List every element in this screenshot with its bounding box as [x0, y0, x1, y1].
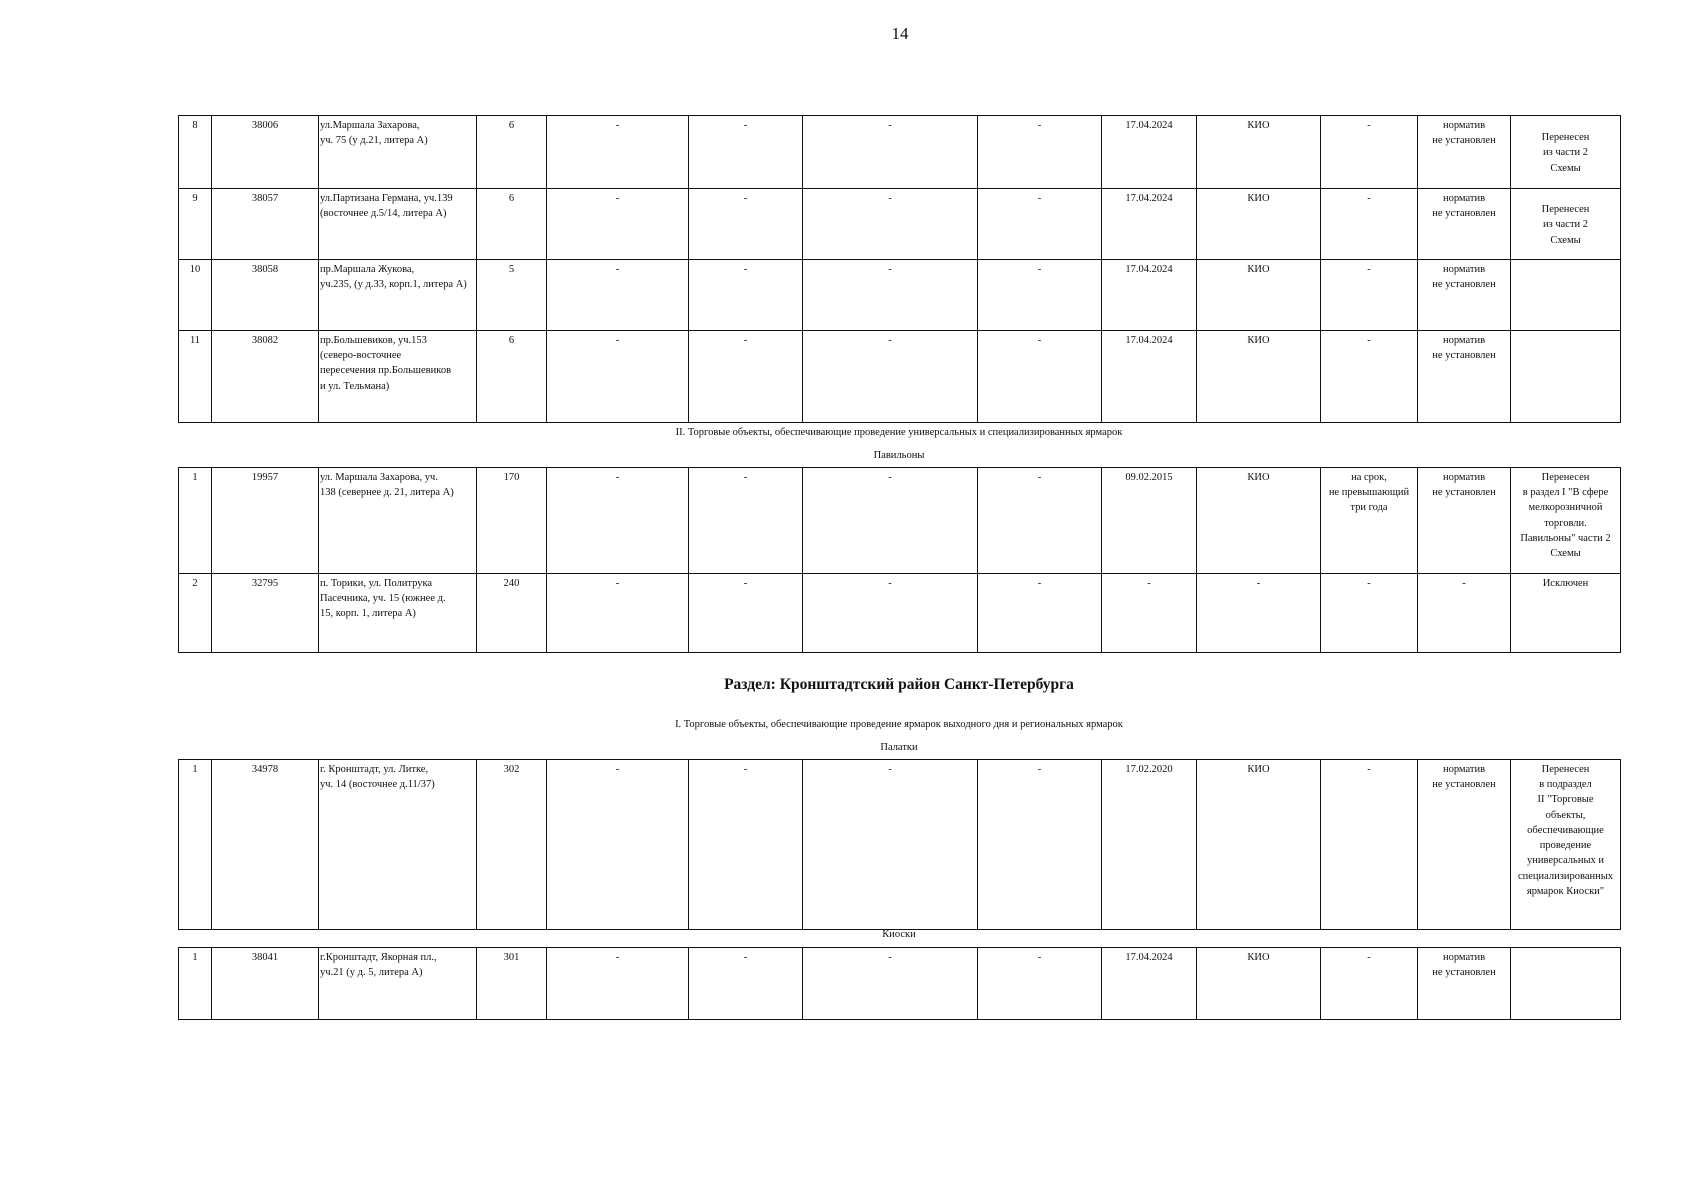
row-number-text: 1	[192, 472, 198, 483]
term-text: -	[1367, 952, 1371, 963]
area-cell	[477, 948, 547, 1020]
norm-text: норматив не установлен	[1432, 120, 1496, 147]
col5-text: -	[615, 578, 620, 589]
col7-cell	[803, 331, 978, 423]
organization-cell	[1197, 116, 1321, 189]
col7-text: -	[888, 472, 892, 483]
object-id-text: 19957	[251, 472, 279, 483]
note-text: Перенесен в подраздел II "Торговые объекты, обеспечивающие проведение универсальных и специализированных ярмарок Киоски"	[1517, 764, 1614, 897]
col7-text: -	[888, 952, 892, 963]
term-text: -	[1367, 764, 1371, 775]
date-text: -	[1147, 578, 1151, 589]
object-id-cell	[212, 331, 319, 423]
object-id-cell	[212, 574, 319, 653]
norm-text: норматив не установлен	[1432, 764, 1496, 791]
table-block-2	[178, 467, 1621, 653]
term-cell	[1321, 116, 1418, 189]
area-cell	[477, 760, 547, 930]
date-text: 17.04.2024	[1125, 264, 1173, 275]
date-text: 17.04.2024	[1125, 193, 1173, 204]
row-number-cell	[179, 116, 212, 189]
col7-cell	[803, 468, 978, 574]
organization-text: -	[1256, 578, 1261, 589]
col7-cell	[803, 948, 978, 1020]
area-text: 302	[503, 764, 520, 775]
norm-cell	[1418, 468, 1511, 574]
col7-cell	[803, 189, 978, 260]
col7-text: -	[888, 120, 892, 131]
col6-cell	[689, 468, 803, 574]
row-number-cell	[179, 189, 212, 260]
date-text: 17.04.2024	[1125, 952, 1173, 963]
col5-text: -	[615, 472, 620, 483]
norm-cell	[1418, 331, 1511, 423]
col6-text: -	[743, 952, 748, 963]
date-text: 17.04.2024	[1125, 120, 1173, 131]
note-cell	[1511, 468, 1621, 574]
organization-cell	[1197, 189, 1321, 260]
row-number-cell	[179, 574, 212, 653]
area-cell	[477, 260, 547, 331]
col7-cell	[803, 116, 978, 189]
term-text: -	[1367, 335, 1371, 346]
note-cell	[1511, 948, 1621, 1020]
table-block-1	[178, 115, 1621, 423]
organization-text: КИО	[1247, 335, 1270, 346]
organization-cell	[1197, 468, 1321, 574]
col6-cell	[689, 260, 803, 331]
object-id-text: 38058	[251, 264, 279, 275]
col6-cell	[689, 948, 803, 1020]
note-text: Перенесен из части 2 Схемы	[1541, 204, 1590, 246]
date-cell	[1102, 948, 1197, 1020]
date-text: 17.02.2020	[1125, 764, 1173, 775]
table-row	[179, 760, 1621, 930]
page-number-text: 14	[891, 24, 909, 43]
organization-cell	[1197, 260, 1321, 331]
organization-text: КИО	[1247, 472, 1270, 483]
norm-text: норматив не установлен	[1432, 193, 1496, 220]
col6-cell	[689, 574, 803, 653]
row-number-cell	[179, 331, 212, 423]
object-id-text: 38057	[251, 193, 279, 204]
address-text: ул. Маршала Захарова, уч. 138 (севернее д. 21, литера А)	[320, 472, 454, 499]
date-cell	[1102, 760, 1197, 930]
address-text: г. Кронштадт, ул. Литке, уч. 14 (восточнее д.11/37)	[320, 764, 435, 791]
col8-text: -	[1037, 264, 1042, 275]
organization-cell	[1197, 331, 1321, 423]
row-number-cell	[179, 760, 212, 930]
organization-text: КИО	[1247, 264, 1270, 275]
table-row	[179, 189, 1621, 260]
object-id-text: 38082	[251, 335, 279, 346]
col7-cell	[803, 260, 978, 331]
col5-cell	[547, 189, 689, 260]
object-id-cell	[212, 760, 319, 930]
term-text: -	[1367, 193, 1371, 204]
object-id-cell	[212, 189, 319, 260]
row-number-text: 8	[192, 120, 198, 131]
address-cell	[319, 574, 477, 653]
date-cell	[1102, 260, 1197, 331]
object-id-cell	[212, 260, 319, 331]
col8-text: -	[1037, 472, 1042, 483]
row-number-text: 11	[189, 335, 201, 346]
row-number-cell	[179, 260, 212, 331]
row-number-text: 1	[192, 764, 198, 775]
col5-text: -	[615, 764, 620, 775]
row-number-text: 1	[192, 952, 198, 963]
norm-text: норматив не установлен	[1432, 264, 1496, 291]
term-cell	[1321, 574, 1418, 653]
norm-cell	[1418, 260, 1511, 331]
area-cell	[477, 468, 547, 574]
col8-cell	[978, 331, 1102, 423]
organization-cell	[1197, 574, 1321, 653]
note-cell	[1511, 574, 1621, 653]
col8-cell	[978, 574, 1102, 653]
col6-cell	[689, 760, 803, 930]
subsection-caption-i: I. Торговые объекты, обеспечивающие проведение ярмарок выходного дня и региональных ярмарок	[675, 719, 1123, 730]
object-id-text: 38041	[251, 952, 279, 963]
col7-text: -	[888, 578, 892, 589]
term-cell	[1321, 260, 1418, 331]
norm-cell	[1418, 189, 1511, 260]
col7-text: -	[888, 335, 892, 346]
date-cell	[1102, 574, 1197, 653]
col5-text: -	[615, 335, 620, 346]
note-text: Перенесен в раздел I "В сфере мелкорозничной торговли. Павильоны" части 2 Схемы	[1520, 472, 1611, 560]
col5-cell	[547, 948, 689, 1020]
col8-text: -	[1037, 193, 1042, 204]
address-text: пр.Большевиков, уч.153 (северо-восточнее пересечения пр.Большевиков и ул. Тельмана)	[320, 335, 452, 392]
area-cell	[477, 189, 547, 260]
col5-cell	[547, 260, 689, 331]
table-row	[179, 948, 1621, 1020]
object-id-cell	[212, 948, 319, 1020]
norm-cell	[1418, 948, 1511, 1020]
organization-text: КИО	[1247, 193, 1270, 204]
object-id-cell	[212, 468, 319, 574]
page-number	[0, 24, 1697, 44]
col6-cell	[689, 331, 803, 423]
col6-cell	[689, 189, 803, 260]
date-text: 17.04.2024	[1125, 335, 1173, 346]
col5-text: -	[615, 952, 620, 963]
organization-text: КИО	[1247, 120, 1270, 131]
col8-text: -	[1037, 952, 1042, 963]
term-cell	[1321, 760, 1418, 930]
col5-cell	[547, 760, 689, 930]
area-cell	[477, 574, 547, 653]
object-id-cell	[212, 116, 319, 189]
col7-text: -	[888, 264, 892, 275]
address-cell	[319, 760, 477, 930]
col8-text: -	[1037, 578, 1042, 589]
note-cell	[1511, 189, 1621, 260]
col8-cell	[978, 189, 1102, 260]
col5-text: -	[615, 193, 620, 204]
norm-cell	[1418, 116, 1511, 189]
organization-text: КИО	[1247, 764, 1270, 775]
object-id-text: 38006	[251, 120, 279, 131]
term-cell	[1321, 189, 1418, 260]
col6-text: -	[743, 764, 748, 775]
col6-text: -	[743, 472, 748, 483]
area-text: 6	[508, 120, 515, 131]
address-cell	[319, 189, 477, 260]
col6-text: -	[743, 120, 748, 131]
col8-cell	[978, 116, 1102, 189]
col8-text: -	[1037, 120, 1042, 131]
term-text: -	[1367, 578, 1371, 589]
col7-cell	[803, 574, 978, 653]
col8-cell	[978, 760, 1102, 930]
norm-text: норматив не установлен	[1432, 472, 1496, 499]
row-number-cell	[179, 468, 212, 574]
col7-text: -	[888, 764, 892, 775]
date-cell	[1102, 331, 1197, 423]
area-cell	[477, 331, 547, 423]
table-row	[179, 260, 1621, 331]
term-cell	[1321, 468, 1418, 574]
address-cell	[319, 331, 477, 423]
norm-cell	[1418, 760, 1511, 930]
col6-text: -	[743, 335, 748, 346]
term-text: -	[1367, 264, 1371, 275]
col8-text: -	[1037, 335, 1042, 346]
note-cell	[1511, 116, 1621, 189]
note-text: Перенесен из части 2 Схемы	[1541, 132, 1590, 174]
area-text: 6	[508, 335, 515, 346]
address-text: ул.Партизана Германа, уч.139 (восточнее д.5/14, литера А)	[320, 193, 453, 220]
col5-cell	[547, 331, 689, 423]
norm-cell	[1418, 574, 1511, 653]
date-cell	[1102, 468, 1197, 574]
col8-cell	[978, 260, 1102, 331]
table-block-3	[178, 759, 1621, 930]
term-text: на срок, не превышающий три года	[1328, 472, 1410, 514]
term-text: -	[1367, 120, 1371, 131]
area-text: 240	[503, 578, 520, 589]
col8-text: -	[1037, 764, 1042, 775]
row-number-text: 2	[192, 578, 198, 589]
table-row	[179, 116, 1621, 189]
date-cell	[1102, 116, 1197, 189]
col5-cell	[547, 574, 689, 653]
table-row	[179, 331, 1621, 423]
address-cell	[319, 468, 477, 574]
row-number-text: 10	[189, 264, 201, 275]
category-caption-kiosks: Киоски	[882, 929, 916, 940]
note-text: Исключен	[1542, 578, 1589, 589]
col6-text: -	[743, 264, 748, 275]
row-number-text: 9	[192, 193, 198, 204]
date-cell	[1102, 189, 1197, 260]
address-text: ул.Маршала Захарова, уч. 75 (у д.21, литера А)	[320, 120, 428, 147]
section-title: Раздел: Кронштадтский район Санкт-Петербурга	[724, 676, 1074, 693]
address-text: г.Кронштадт, Якорная пл., уч.21 (у д. 5, литера А)	[320, 952, 437, 979]
norm-text: норматив не установлен	[1432, 952, 1496, 979]
term-cell	[1321, 331, 1418, 423]
area-text: 6	[508, 193, 515, 204]
organization-cell	[1197, 948, 1321, 1020]
subsection-caption-ii: II. Торговые объекты, обеспечивающие проведение универсальных и специализированных ярмарок	[675, 427, 1123, 438]
area-text: 170	[503, 472, 520, 483]
note-cell	[1511, 331, 1621, 423]
address-cell	[319, 260, 477, 331]
norm-text: -	[1462, 578, 1466, 589]
address-text: пр.Маршала Жукова, уч.235, (у д.33, корп.1, литера А)	[320, 264, 467, 291]
organization-cell	[1197, 760, 1321, 930]
col6-text: -	[743, 578, 748, 589]
area-cell	[477, 116, 547, 189]
col6-cell	[689, 116, 803, 189]
organization-text: КИО	[1247, 952, 1270, 963]
col5-cell	[547, 468, 689, 574]
col5-cell	[547, 116, 689, 189]
col7-text: -	[888, 193, 892, 204]
col7-cell	[803, 760, 978, 930]
address-cell	[319, 948, 477, 1020]
table-block-4	[178, 947, 1621, 1020]
address-cell	[319, 116, 477, 189]
note-cell	[1511, 760, 1621, 930]
area-text: 5	[508, 264, 515, 275]
area-text: 301	[503, 952, 520, 963]
table-row	[179, 468, 1621, 574]
col5-text: -	[615, 120, 620, 131]
col8-cell	[978, 468, 1102, 574]
object-id-text: 32795	[251, 578, 279, 589]
address-text: п. Торики, ул. Политрука Пасечника, уч. 15 (южнее д. 15, корп. 1, литера А)	[320, 578, 446, 620]
col6-text: -	[743, 193, 748, 204]
object-id-text: 34978	[251, 764, 279, 775]
col5-text: -	[615, 264, 620, 275]
col8-cell	[978, 948, 1102, 1020]
note-cell	[1511, 260, 1621, 331]
table-row	[179, 574, 1621, 653]
term-cell	[1321, 948, 1418, 1020]
row-number-cell	[179, 948, 212, 1020]
category-caption-tents: Палатки	[880, 742, 918, 753]
category-caption-pavilions: Павильоны	[873, 450, 925, 461]
norm-text: норматив не установлен	[1432, 335, 1496, 362]
date-text: 09.02.2015	[1125, 472, 1173, 483]
